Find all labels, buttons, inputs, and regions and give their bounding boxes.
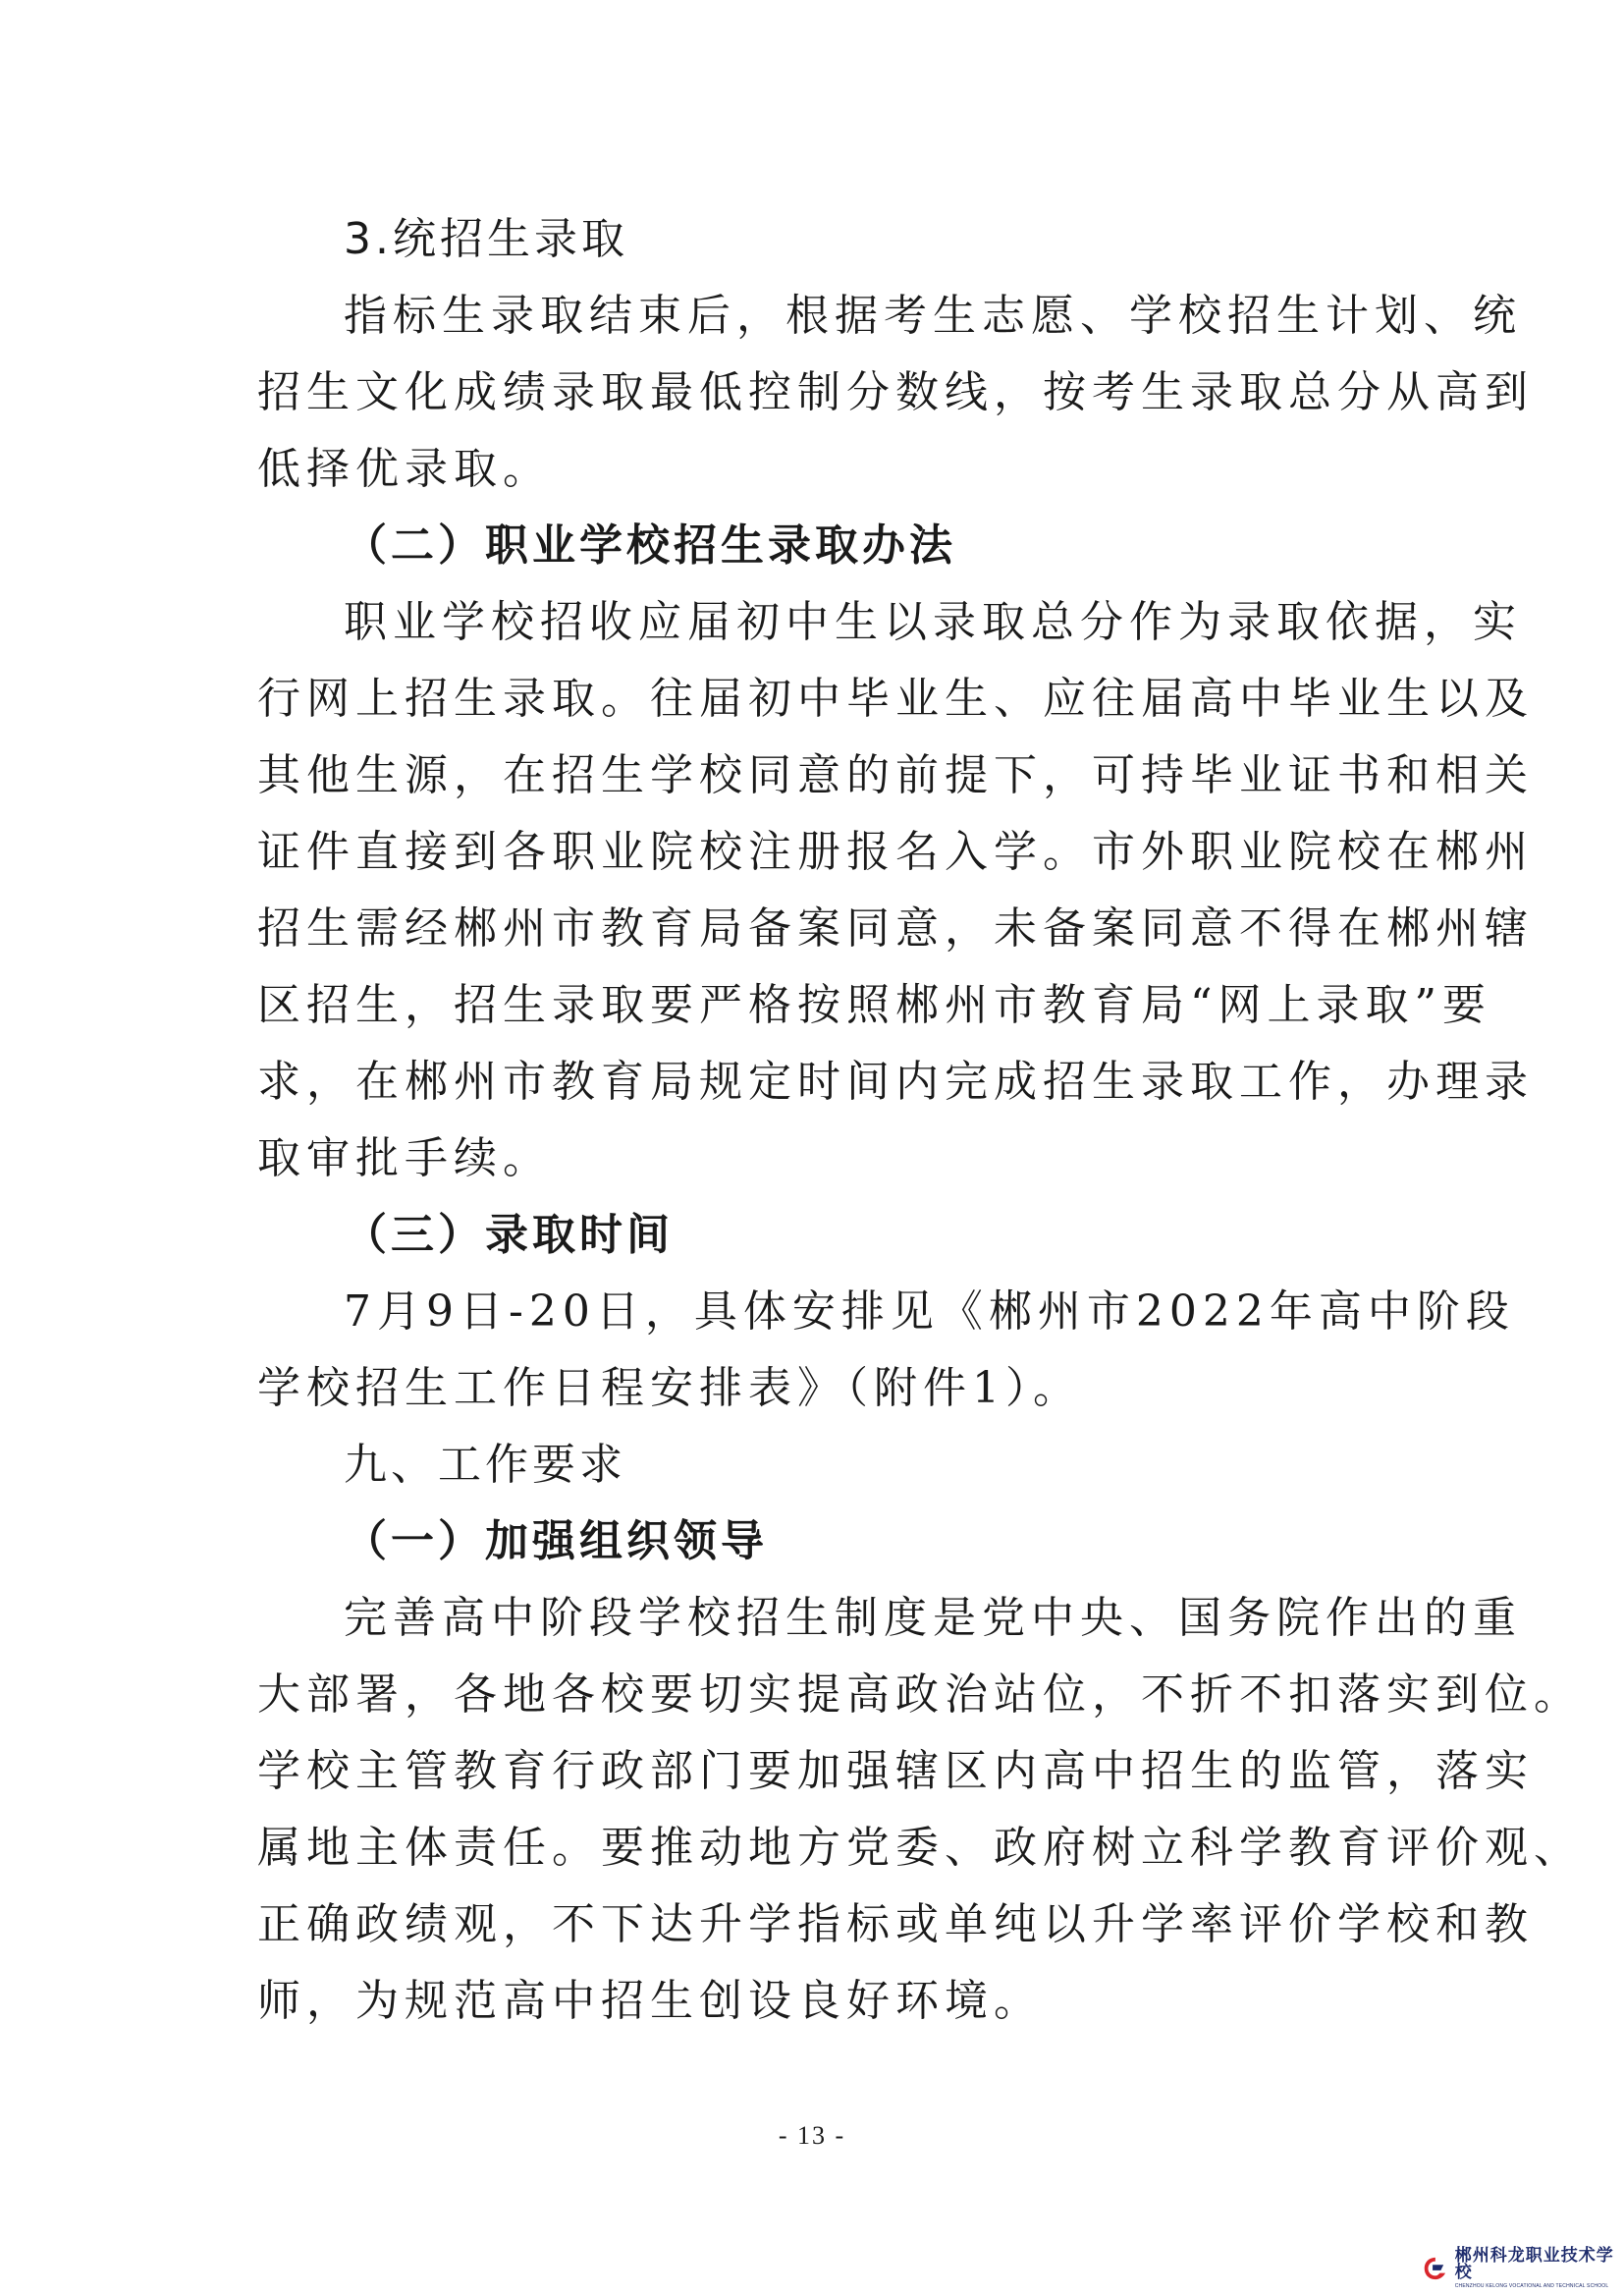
subsection-heading: （二）职业学校招生录取办法 [344,520,956,571]
paragraph-line: 职业学校招收应届初中生以录取总分作为录取依据，实 [344,597,1522,647]
paragraph-line: 属地主体责任。要推动地方党委、政府树立科学教育评价观、 [257,1823,1583,1873]
school-name-en: CHENZHOU KELONG VOCATIONAL AND TECHNICAL SCHOOL [1454,2283,1609,2289]
school-name-cn: 郴州科龙职业技术学校 [1454,2246,1614,2282]
paragraph-line: 学校主管教育行政部门要加强辖区内高中招生的监管，落实 [257,1746,1534,1796]
subsection-heading: （一）加强组织领导 [344,1516,768,1566]
section-heading: 3.统招生录取 [344,214,628,264]
paragraph-line: 行网上招生录取。往届初中毕业生、应往届高中毕业生以及 [257,674,1534,724]
paragraph-line: 学校招生工作日程安排表》（附件1）。 [257,1363,1082,1413]
paragraph-line: 证件直接到各职业院校注册报名入学。市外职业院校在郴州 [257,827,1534,877]
paragraph-line: 7月9日-20日，具体安排见《郴州市2022年高中阶段 [344,1286,1515,1337]
paragraph-line: 取审批手续。 [257,1133,552,1183]
paragraph-line: 招生文化成绩录取最低控制分数线，按考生录取总分从高到 [257,367,1534,417]
school-logo [1422,2247,1618,2290]
document-body [257,201,1583,2040]
school-emblem-icon [1422,2254,1449,2283]
paragraph-line: 指标生录取结束后，根据考生志愿、学校招生计划、统 [344,291,1522,341]
paragraph-line: 正确政绩观，不下达升学指标或单纯以升学率评价学校和教 [257,1899,1534,1949]
paragraph-line: 其他生源，在招生学校同意的前提下，可持毕业证书和相关 [257,750,1534,800]
paragraph-line: 大部署，各地各校要切实提高政治站位，不折不扣落实到位。 [257,1669,1583,1720]
paragraph-line: 求，在郴州市教育局规定时间内完成招生录取工作，办理录 [257,1057,1534,1107]
paragraph-line: 完善高中阶段学校招生制度是党中央、国务院作出的重 [344,1593,1522,1643]
paragraph-line: 招生需经郴州市教育局备案同意，未备案同意不得在郴州辖 [257,903,1534,954]
page-number: - 13 - [778,2121,846,2150]
paragraph-line: 师，为规范高中招生创设良好环境。 [257,1976,1043,2026]
subsection-heading: （三）录取时间 [344,1210,674,1260]
section-heading: 九、工作要求 [344,1440,626,1490]
paragraph-line: 低择优录取。 [257,444,552,494]
paragraph-line: 区招生，招生录取要严格按照郴州市教育局“网上录取”要 [257,980,1491,1030]
